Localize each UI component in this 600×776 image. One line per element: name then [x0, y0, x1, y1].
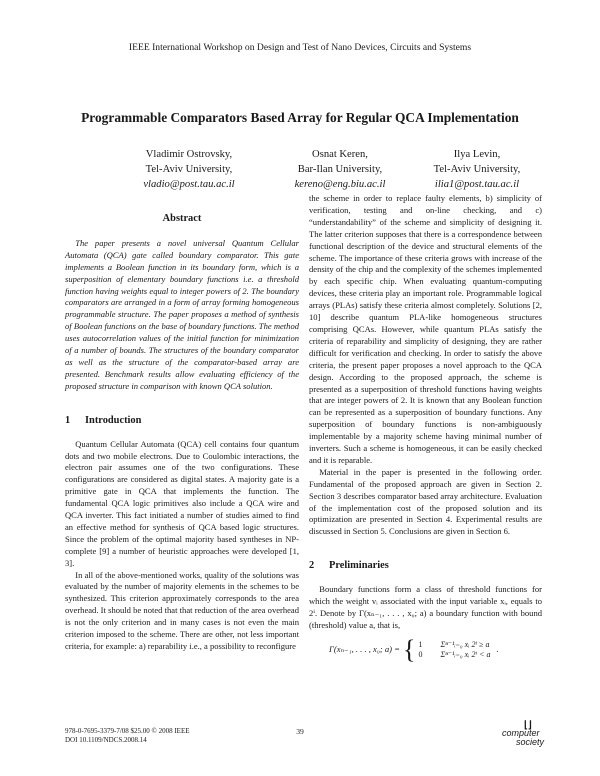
author-name: Vladimir Ostrovsky, [145, 149, 233, 160]
right-column [309, 193, 542, 664]
author-3 [392, 147, 562, 192]
boundary-function-equation [309, 634, 542, 664]
section-heading-preliminaries [309, 560, 542, 572]
computer-society-mark-icon: ⌊⌋ [524, 720, 532, 731]
footer-isbn: 978-0-7695-3379-7/08 $25.00 © 2008 IEEE [65, 727, 190, 735]
author-name: Osnat Keren, [312, 149, 368, 160]
page-number: 39 [296, 727, 304, 736]
author-affiliation: Tel-Aviv University, [145, 164, 233, 175]
left-column [65, 213, 299, 653]
venue-header: IEEE International Workshop on Design and Test of Nano Devices, Circuits and Systems [128, 42, 472, 53]
prelim-paragraph-1: Boundary functions form a class of threshold functions for which the weight vᵢ associated with the input variable xᵢ, equals to 2ⁱ. Denote by Γ(xₙ₋₁, . . . , x₀; a) a boundary function with bound (threshold) value a, that is, [309, 584, 542, 630]
author-email[interactable]: kereno@eng.biu.ac.il [294, 179, 386, 190]
section-title: Preliminaries [329, 560, 389, 572]
equation-end: . [496, 643, 499, 654]
author-name: Ilya Levin, [453, 149, 501, 160]
intro-paragraph-3: the scheme in order to replace faulty elements, b) simplicity of verification, testing and on-line checking, and c) “understandability” of the scheme and simplicity of designing it. The latter criterion supposes that there is a correspondence between functional description of the device and structural elements of the scheme. The importance of these criteria grows with increase of the density of the chip and the complexity of the schemes implemented by each specific chip. When evaluating quantum-computing devices, these criteria play an important role. Programmable logical arrays (PLAs) satisfy these criteria almost completely. Solutions [2, 10] describe quantum PLA-like homogeneous structures comprising QCAs. However, while quantum PLAs satisfy the criteria of reparability and simplicity of designing, they are rather difficult for verification and checking. In order to satisfy the above criteria, the present paper proposes a novel approach to the QCA design. According to the proposed approach, the scheme is presented as a superposition of threshold functions having weights that are integer powers of 2. It is known that any Boolean function can be represented as a superposition of boundary functions. Any superposition of boundary functions is non-ambiguously implementable by a majority scheme having minimal number of inverters. Such a scheme is homogeneous, it can be easily checked and it is reparable. [309, 193, 542, 465]
section-number: 1 [65, 414, 71, 426]
intro-paragraph-1: Quantum Cellular Automata (QCA) cell contains four quantum dots and two mobile electrons. Due to Coulombic interactions, the electron pair assumes one of the two configurations. These configurations are considered as digital states. A majority gate is a primitive gate in QCA that implements the function. The fundamental QCA logic primitives also include a QCA wire and QCA inverter. This fact initiated a number of studies aimed to find an effective method for synthesis of QCA based logic structures. Since the problem of the optimal majority based syntheses in NP-complete [9] a number of heuristic approaches were developed [1, 3]. [65, 438, 299, 568]
section-number: 2 [309, 560, 315, 572]
section-heading-introduction [65, 415, 299, 427]
author-affiliation: Tel-Aviv University, [433, 164, 521, 175]
author-email[interactable]: vladio@post.tau.ac.il [143, 179, 235, 190]
computer-society-logo [488, 719, 548, 749]
intro-paragraph-4: Material in the paper is presented in the following order. Fundamental of the proposed approach are given in Section 2. Section 3 describes comparator based array architecture. Evaluation of the implementation cost of the proposed solution and its optimization are presented in Section 4. Experimental results are discussed in Section 5. Conclusions are given in Section 6. [309, 466, 542, 537]
section-title: Introduction [85, 414, 142, 426]
logo-text-line-1: computer [502, 728, 540, 738]
abstract-text [65, 238, 299, 393]
equation-cases [418, 640, 490, 660]
intro-paragraph-2: In all of the above-mentioned works, quality of the solutions was evaluated by the number of majority elements in the schemes to be synthesized. This criterion approximately corresponds to the area overhead. It should be noted that that reduction of the area overhead is not the only criterion and in many cases is not even the main criterion imposed to the scheme. There are other, not less important criteria, for example: a) reparability i.e., a possibility to reconfigure [65, 569, 299, 651]
author-1 [104, 147, 274, 192]
author-email[interactable]: ilia1@post.tau.ac.il [434, 179, 520, 190]
footer-doi: DOI 10.1109/NDCS.2008.14 [65, 736, 147, 744]
equation-case-one: 1 Σⁿ⁻¹ᵢ₌₀ xᵢ 2ⁱ ≥ a [418, 639, 490, 649]
paper-title: Programmable Comparators Based Array for Regular QCA Implementation [81, 110, 519, 125]
abstract-paragraph: The paper presents a novel universal Quantum Cellular Automata (QCA) gate called boundary comparator. This gate implements a Boolean function in its boundary form, which is a superposition of elementary boundary functions i.e. a threshold function having weights equal to integer powers of 2. The boundary comparators are arranged in a form of array forming homogeneous programmable structure. The paper proposes a method of synthesis of Boolean functions on the base of boundary functions. The method uses autocorrelation values of the initial function for minimization of a number of bounds. The structures of the boundary comparator as well as the structure of the comparator-based array are presented. Benchmark results allow evaluating efficiency of the proposed structure in comparison with known QCA solution. [65, 237, 299, 391]
author-affiliation: Bar-Ilan University, [297, 164, 383, 175]
equation-brace: { [402, 634, 416, 664]
abstract-heading: Abstract [162, 213, 202, 224]
equation-lhs: Γ(xₙ₋₁, . . . , x₀; a) = [329, 643, 400, 654]
logo-text-line-2: society [516, 737, 545, 747]
equation-case-zero: 0 Σⁿ⁻¹ᵢ₌₀ xᵢ 2ⁱ < a [418, 649, 491, 659]
